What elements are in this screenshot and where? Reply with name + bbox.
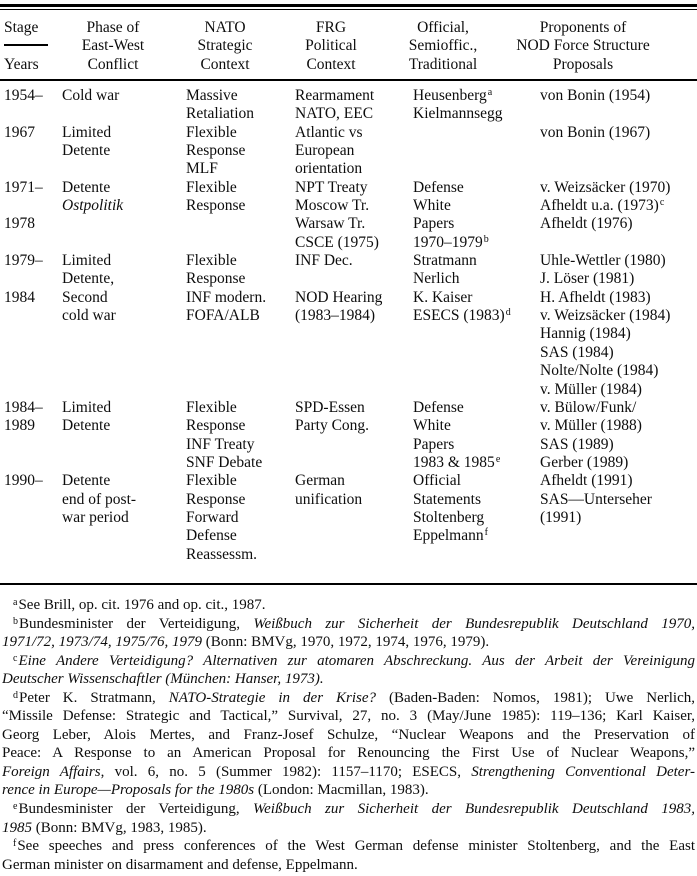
cell-official-traditional: 1970–1979$^b$	[413, 233, 489, 251]
cell-official-traditional	[413, 381, 538, 399]
cell-frg-context	[295, 509, 411, 527]
cell-phase	[62, 344, 184, 362]
header-line-official: Semioffic.,	[408, 37, 478, 55]
cell-official-traditional: Papers	[413, 435, 455, 453]
cell-nod-proponents: Afheldt (1991)	[540, 472, 633, 490]
footnote-marker: e	[13, 801, 18, 813]
cell-phase: Limited	[62, 123, 112, 141]
cell-stage-years	[4, 381, 60, 399]
header-line-nato: NATO	[204, 19, 246, 36]
footnote-ref-marker: b	[483, 233, 489, 245]
cell-frg-context: Party Cong.	[295, 417, 370, 435]
header-line-frg: Political	[305, 37, 357, 55]
footnote-c-line: Deutscher Wissenschaftler (München: Hanser, 1973).	[2, 671, 324, 688]
cell-nato-context: Massive	[186, 87, 238, 104]
cell-frg-context	[295, 527, 411, 545]
cell-phase	[62, 105, 184, 123]
cell-official-traditional: Defense	[413, 178, 464, 196]
cell-nod-proponents: SAS (1984)	[540, 343, 614, 361]
cell-stage-years	[4, 491, 60, 509]
cell-nod-proponents	[540, 234, 697, 252]
cell-official-traditional: ESECS $(1983)^d$	[413, 307, 511, 325]
footnotes-block	[2, 596, 695, 874]
footnote-e-line: 1985 (Bonn: BMVg, 1983, 1985).	[2, 819, 207, 836]
cell-phase: end of post-	[62, 490, 137, 508]
cell-official-traditional	[413, 362, 538, 380]
cell-phase	[62, 527, 184, 545]
header-line-frg: Context	[306, 55, 356, 73]
cell-official-traditional: Eppelmann$^f$	[413, 527, 488, 545]
cell-phase: Detente	[62, 178, 111, 196]
cell-nato-context	[186, 381, 293, 399]
footnote-ref-marker: d	[505, 307, 511, 319]
cell-nato-context: Response	[186, 270, 246, 288]
cell-frg-context: European	[295, 142, 355, 160]
cell-official-traditional: White	[413, 197, 451, 215]
cell-nod-proponents: v. Weizsäcker (1970)	[540, 178, 671, 196]
cell-phase	[62, 325, 184, 343]
cell-nato-context: Response	[186, 490, 246, 508]
footnote-f-line: $^f$See speeches and press conferences of the West German defense minister Stoltenberg, and the East	[13, 838, 695, 855]
footnote-e-line: $^e$Bundesminister der Verteidigung, Weißbuch zur Sicherheit der Bundesrepublik Deutschland 1983,	[13, 801, 695, 818]
cell-phase: Detente,	[62, 270, 115, 288]
cell-frg-context: unification	[295, 490, 363, 508]
cell-stage-years	[4, 105, 60, 123]
cell-nod-proponents: von Bonin (1967)	[540, 123, 651, 141]
cell-stage-years: 1990–	[4, 472, 43, 490]
cell-nato-context: Forward	[186, 508, 239, 526]
cell-nato-context: Defense	[186, 527, 237, 545]
cell-nato-context: Response	[186, 197, 246, 215]
cell-nod-proponents: SAS (1989)	[540, 435, 614, 453]
footnote-f-line: German minister on disarmament and defense, Eppelmann.	[2, 856, 358, 873]
footnote-d-line: rence in Europe—Proposals for the 1980s (London: Macmillan, 1983).	[2, 782, 429, 799]
cell-frg-context	[295, 344, 411, 362]
cell-stage-years	[4, 160, 60, 178]
header-separator-rule	[0, 79, 697, 81]
cell-official-traditional: K. Kaiser	[413, 288, 473, 306]
cell-stage-years	[4, 362, 60, 380]
cell-nod-proponents: v. Weizsäcker (1984)	[540, 307, 671, 325]
header-line-frg: FRG	[315, 19, 347, 36]
cell-phase: Limited	[62, 398, 112, 416]
header-stage-label: Stage	[4, 19, 39, 36]
cell-phase: Detente	[62, 417, 111, 435]
header-line-nato: Context	[200, 55, 250, 73]
column-phase	[62, 87, 184, 564]
cell-nato-context: Flexible	[186, 252, 237, 270]
footnote-marker: b	[13, 615, 18, 627]
cell-official-traditional	[413, 344, 538, 362]
cell-frg-context: INF Dec.	[295, 252, 353, 270]
footnote-c-line: $^c$Eine Andere Verteidigung? Alternativen zur atomaren Abschreckung. Aus der Arbeit der Vereinigung	[13, 652, 695, 669]
cell-nod-proponents: Afheldt u.a. $(1973)^c$	[540, 197, 665, 215]
cell-phase: Second	[62, 288, 108, 306]
cell-stage-years	[4, 325, 60, 343]
cell-nato-context: Response	[186, 417, 246, 435]
cell-phase: cold war	[62, 307, 116, 325]
header-years-label: Years	[4, 55, 39, 73]
cell-phase: Ostpolitik	[62, 197, 124, 215]
column-frg-context	[295, 87, 411, 564]
cell-frg-context: Atlantic vs	[295, 123, 363, 141]
footnote-d-line: $^d$Peter K. Stratmann, NATO-Strategie in der Krise? (Baden-Baden: Nomos, 1981); Uwe Nerlich,	[13, 689, 695, 706]
cell-phase	[62, 234, 184, 252]
cell-frg-context: SPD-Essen	[295, 398, 365, 416]
header-line-official: Traditional	[408, 55, 478, 73]
table-top-rule-thin	[0, 9, 697, 10]
cell-phase: Cold war	[62, 87, 120, 104]
cell-frg-context	[295, 362, 411, 380]
cell-official-traditional: Heusenberg$^a$	[413, 87, 493, 104]
cell-frg-context	[295, 381, 411, 399]
header-col-frg-context	[271, 19, 391, 74]
header-col-official	[381, 19, 505, 74]
cell-frg-context: Moscow Tr.	[295, 197, 370, 215]
footnote-a-line: $^a$See Brill, op. cit. 1976 and op. cit., 1987.	[13, 597, 266, 613]
cell-frg-context: NATO, EEC	[295, 105, 374, 123]
cell-frg-context	[295, 546, 411, 564]
cell-frg-context	[295, 270, 411, 288]
footnote-b-line: 1971/72, 1973/74, 1975/76, 1979 (Bonn: BMVg, 1970, 1972, 1974, 1976, 1979).	[2, 634, 490, 651]
cell-official-traditional	[413, 325, 538, 343]
cell-stage-years	[4, 142, 60, 160]
cell-stage-years: 1989	[4, 417, 35, 435]
cell-phase: Detente	[62, 472, 111, 490]
cell-nato-context: Flexible	[186, 178, 237, 196]
cell-official-traditional: Defense	[413, 398, 464, 416]
cell-phase: Limited	[62, 252, 112, 270]
cell-phase	[62, 381, 184, 399]
footnote-ref-marker: a	[487, 87, 493, 98]
footnote-marker: f	[13, 838, 17, 850]
cell-stage-years: 1954–	[4, 87, 43, 104]
cell-stage-years	[4, 454, 60, 472]
cell-nato-context: Flexible	[186, 472, 237, 490]
cell-nato-context	[186, 362, 293, 380]
cell-stage-years	[4, 344, 60, 362]
cell-nod-proponents: Gerber (1989)	[540, 453, 629, 471]
cell-nod-proponents: v. Bülow/Funk/	[540, 398, 637, 416]
cell-nato-context	[186, 344, 293, 362]
cell-official-traditional: 1983 & 1985e	[413, 453, 501, 471]
footnote-d-line: Foreign Affairs, vol. 6, no. 5 (Summer 1982): 1157–1170; ESECS, Strengthening Conventional Deter-	[2, 763, 695, 780]
cell-phase	[62, 454, 184, 472]
cell-nato-context: Response	[186, 142, 246, 160]
cell-phase: Detente	[62, 142, 111, 160]
cell-phase	[62, 546, 184, 564]
cell-nod-proponents	[540, 160, 697, 178]
footnote-ref-marker: c	[659, 197, 665, 209]
cell-stage-years	[4, 234, 60, 252]
cell-frg-context	[295, 454, 411, 472]
footnote-ref-marker: f	[484, 527, 488, 539]
cell-stage-years: 1971–	[4, 178, 43, 196]
cell-nato-context: Flexible	[186, 123, 237, 141]
cell-phase: war period	[62, 508, 129, 526]
cell-nato-context	[186, 215, 293, 233]
cell-stage-years	[4, 546, 60, 564]
column-stage-years	[4, 87, 60, 564]
footnote-d-line: Georg Leber, Alois Mertes, and Franz-Josef Schulze, “Nuclear Weapons and the Preservation of	[2, 726, 695, 743]
cell-official-traditional: Nerlich	[413, 270, 460, 288]
cell-nod-proponents: J. Löser (1981)	[540, 270, 635, 288]
cell-nato-context: INF modern.	[186, 288, 267, 306]
cell-phase	[62, 362, 184, 380]
cell-stage-years: 1984	[4, 288, 35, 306]
cell-stage-years: 1978	[4, 215, 35, 233]
header-line-proponents: NOD Force Structure	[516, 37, 650, 55]
cell-nato-context: FOFA/ALB	[186, 307, 260, 325]
header-line-official: Official,	[417, 19, 469, 36]
footnote-d-line: Peace: A Response to an American Proposal for Renouncing the First Use of Nuclear Weapons,”	[2, 745, 695, 762]
cell-nod-proponents	[540, 142, 697, 160]
cell-nato-context: INF Treaty	[186, 435, 255, 453]
cell-frg-context: orientation	[295, 160, 363, 178]
cell-frg-context	[295, 436, 411, 454]
footnote-marker: d	[13, 689, 18, 701]
column-nato-context	[186, 87, 293, 564]
cell-stage-years: 1979–	[4, 252, 43, 270]
header-line-proponents: Proposals	[552, 55, 614, 73]
header-line-nato: Strategic	[197, 37, 253, 55]
header-col-proponents	[498, 19, 668, 74]
header-line-phase: East-West	[81, 37, 145, 55]
cell-stage-years	[4, 509, 60, 527]
cell-nod-proponents: (1991)	[540, 508, 582, 526]
cell-official-traditional: Papers	[413, 215, 455, 233]
cell-official-traditional: Kielmannsegg	[413, 105, 503, 123]
cell-nod-proponents: v. Müller (1988)	[540, 417, 642, 435]
cell-nato-context: MLF	[186, 160, 218, 178]
cell-nod-proponents: v. Müller (1984)	[540, 380, 642, 398]
column-proponents	[540, 87, 697, 564]
header-line-phase: Phase of	[86, 19, 140, 36]
cell-phase	[62, 160, 184, 178]
cell-nod-proponents	[540, 105, 697, 123]
cell-stage-years	[4, 307, 60, 325]
cell-nod-proponents	[540, 546, 697, 564]
cell-official-traditional	[413, 160, 538, 178]
cell-official-traditional	[413, 546, 538, 564]
footnote-d-line: “Missile Defense: Strategic and Tactical,” Survival, 27, no. 3 (May/June 1985): 119–136; Karl Kaiser,	[2, 708, 695, 725]
cell-official-traditional: Official	[413, 472, 461, 490]
cell-official-traditional: Stratmann	[413, 252, 477, 270]
cell-frg-context: (1983–1984)	[295, 307, 376, 325]
cell-frg-context: German	[295, 472, 345, 490]
footnote-ref-marker: e	[495, 453, 501, 465]
cell-frg-context: Warsaw Tr.	[295, 215, 366, 233]
cell-stage-years	[4, 197, 60, 215]
column-official	[413, 87, 538, 564]
cell-nato-context: SNF Debate	[186, 453, 263, 471]
stage-years-divider-rule	[4, 44, 48, 46]
cell-official-traditional: Stoltenberg	[413, 508, 485, 526]
cell-frg-context	[295, 325, 411, 343]
cell-stage-years: 1967	[4, 123, 35, 141]
cell-nato-context	[186, 325, 293, 343]
header-col-nato-context	[165, 19, 285, 74]
cell-official-traditional	[413, 142, 538, 160]
table-bottom-rule	[0, 583, 697, 585]
cell-frg-context: NOD Hearing	[295, 288, 383, 306]
footnote-b-line: $^b$Bundesminister der Verteidigung, Weißbuch zur Sicherheit der Bundesrepublik Deutschland 1970,	[13, 615, 695, 632]
cell-official-traditional: White	[413, 417, 451, 435]
cell-nod-proponents	[540, 527, 697, 545]
cell-phase	[62, 215, 184, 233]
cell-nod-proponents: Nolte/Nolte (1984)	[540, 362, 659, 380]
cell-nod-proponents: von Bonin (1954)	[540, 87, 651, 104]
cell-nato-context: Flexible	[186, 398, 237, 416]
cell-official-traditional	[413, 124, 538, 142]
header-line-phase: Conflict	[87, 55, 139, 73]
cell-nato-context: Retaliation	[186, 105, 255, 123]
footnote-marker: a	[13, 597, 18, 608]
cell-nod-proponents: H. Afheldt (1983)	[540, 288, 651, 306]
cell-nod-proponents: Afheldt (1976)	[540, 215, 633, 233]
cell-frg-context: NPT Treaty	[295, 178, 368, 196]
cell-stage-years	[4, 527, 60, 545]
cell-stage-years	[4, 436, 60, 454]
footnote-marker: c	[13, 652, 18, 664]
cell-stage-years: 1984–	[4, 398, 43, 416]
cell-stage-years	[4, 270, 60, 288]
header-line-proponents: Proponents of	[539, 19, 627, 36]
cell-official-traditional: Statements	[413, 490, 482, 508]
cell-nod-proponents: SAS—Unterseher	[540, 490, 652, 508]
cell-phase	[62, 436, 184, 454]
cell-frg-context: CSCE (1975)	[295, 233, 379, 251]
cell-frg-context: Rearmament	[295, 87, 375, 104]
cell-nod-proponents: Uhle-Wettler (1980)	[540, 252, 666, 270]
header-col-phase	[50, 19, 176, 74]
table-top-rule-thick	[0, 4, 697, 7]
cell-nato-context	[186, 234, 293, 252]
cell-nato-context: Reassessm.	[186, 545, 258, 563]
cell-nod-proponents: Hannig (1984)	[540, 325, 631, 343]
